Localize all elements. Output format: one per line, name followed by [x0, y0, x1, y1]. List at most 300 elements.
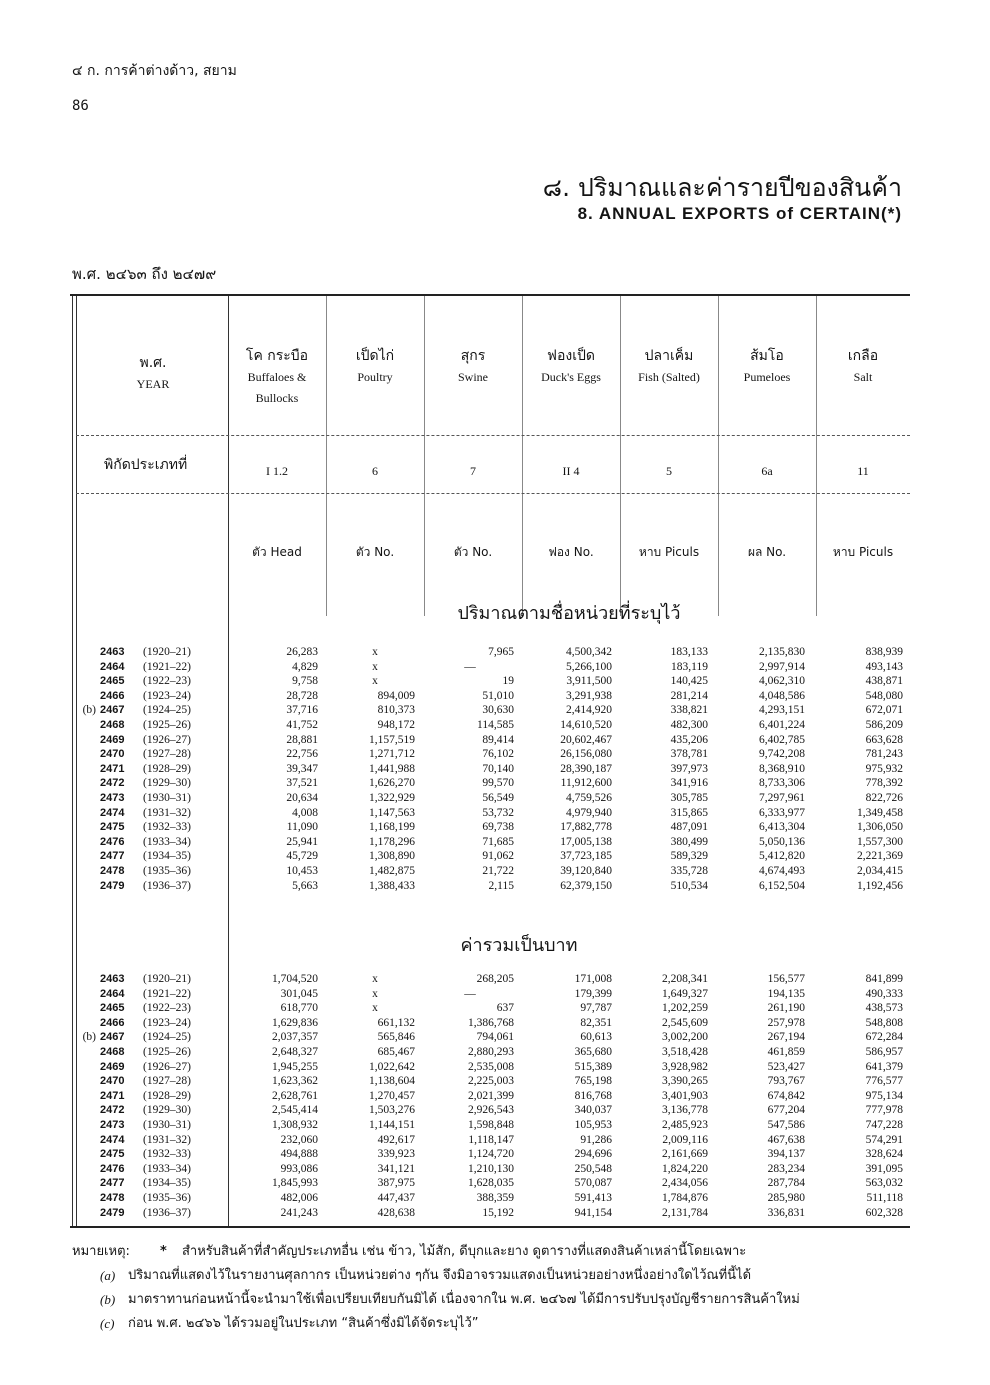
table-cell: 993,086	[280, 1162, 318, 1175]
table-cell: 685,467	[377, 1045, 415, 1058]
table-cell: 2,880,293	[468, 1045, 514, 1058]
table-row	[0, 762, 990, 777]
year-be: 2468	[100, 1045, 125, 1058]
table-row	[0, 820, 990, 835]
class-label: พิกัดประเภทที่	[104, 457, 188, 473]
table-cell: 781,243	[865, 748, 903, 761]
table-cell: 171,008	[574, 973, 612, 985]
year-be: 2463	[100, 646, 125, 658]
year-be: 2472	[100, 777, 125, 790]
table-cell: 4,674,493	[759, 864, 805, 877]
table-cell: 2,161,669	[662, 1148, 708, 1161]
table-cell: 1,623,362	[272, 1075, 318, 1088]
year-be: 2476	[100, 835, 125, 848]
table-row	[0, 1001, 990, 1016]
year-be: 2471	[100, 1089, 125, 1102]
table-cell: 1,322,929	[369, 791, 415, 804]
table-cell: 586,209	[865, 718, 903, 731]
class-code: 5	[666, 464, 672, 478]
table-cell: 467,638	[767, 1133, 805, 1146]
table-cell: 1,270,457	[369, 1089, 415, 1102]
star-note-text: สำหรับสินค้าที่สำคัญประเภทอื่น เช่น ข้าว, ไม้สัก, ดีบุกและยาง ดูตารางที่แสดงสินค้าเหล่านี้โดยเฉพาะ	[182, 1244, 747, 1259]
table-cell: 1,482,875	[369, 864, 415, 877]
column-header-english: Poultry	[357, 370, 393, 384]
column-header-ducks-eggs	[522, 345, 620, 388]
table-cell: 674,842	[767, 1089, 805, 1102]
table-cell: 4,979,940	[566, 806, 612, 819]
table-cell: 28,881	[286, 733, 318, 746]
star-mark: *	[160, 1244, 167, 1259]
year-ce: (1931–32)	[143, 806, 191, 819]
year-ce: (1935–36)	[143, 864, 191, 877]
table-cell: 232,060	[280, 1133, 318, 1146]
table-row	[0, 987, 990, 1002]
table-row	[0, 1191, 990, 1206]
table-cell: 2,115	[488, 879, 514, 892]
column-header-thai: ส้มโอ	[750, 348, 784, 364]
year-ce: (1929–30)	[143, 777, 191, 790]
column-header-thai: สุกร	[460, 348, 486, 364]
table-cell: 268,205	[476, 973, 514, 985]
table-cell: 1,503,276	[369, 1104, 415, 1117]
quantity-rows	[0, 645, 990, 893]
column-header-english: Duck's Eggs	[541, 370, 601, 384]
column-divider	[326, 296, 327, 616]
column-header-buffaloes	[228, 345, 326, 409]
table-cell: 1,386,768	[468, 1016, 514, 1029]
table-row	[0, 645, 990, 660]
table-cell: 9,742,208	[759, 748, 805, 761]
year-be: 2466	[100, 689, 125, 702]
table-cell: 1,824,220	[662, 1162, 708, 1175]
year-ce: (1921–22)	[143, 987, 191, 1000]
table-cell: 563,032	[865, 1177, 903, 1190]
table-cell: 301,045	[280, 987, 318, 1000]
table-cell: 4,048,586	[759, 689, 805, 702]
year-be: 2477	[100, 850, 125, 863]
table-cell: 338,821	[670, 704, 708, 717]
table-row	[0, 776, 990, 791]
table-cell: 194,135	[767, 987, 805, 1000]
column-header-thai: โค กระบือ	[245, 348, 309, 364]
table-cell: 586,957	[865, 1045, 903, 1058]
table-cell: 281,214	[670, 689, 708, 702]
table-cell: 1,306,050	[857, 821, 903, 834]
table-cell: 641,379	[865, 1060, 903, 1073]
table-cell: 618,770	[280, 1002, 318, 1015]
table-cell: 747,228	[865, 1118, 903, 1131]
unit-label: ตัว No.	[355, 545, 395, 559]
table-cell: 3,518,428	[662, 1045, 708, 1058]
table-cell: 1,124,720	[468, 1148, 514, 1161]
table-row	[0, 972, 990, 987]
section-title-quantity: ปริมาณตามชื่อหน่วยที่ระบุไว้	[457, 603, 681, 624]
table-cell: 3,002,200	[662, 1031, 708, 1044]
table-cell: —	[464, 660, 476, 673]
year-ce: (1930–31)	[143, 791, 191, 804]
header-separator	[76, 493, 910, 494]
note-mark: (a)	[100, 1268, 116, 1283]
table-cell: 2,535,008	[468, 1060, 514, 1073]
table-cell: 1,441,988	[369, 762, 415, 775]
column-header-english-line2: Bullocks	[255, 391, 299, 405]
table-row	[0, 1133, 990, 1148]
table-cell: 4,829	[292, 660, 318, 673]
table-cell: 637	[496, 1002, 514, 1015]
table-cell: 37,521	[286, 777, 318, 790]
table-cell: 156,577	[767, 973, 805, 985]
note-text: มาตราทานก่อนหน้านี้จะนำมาใช้เพื่อเปรียบเทียบกันมิได้ เนื่องจากใน พ.ศ. ๒๔๖๗ ได้มีการปรับปรุงบัญชีรายการสินค้าใหม่	[128, 1292, 800, 1307]
unit-label: ฟอง No.	[548, 545, 594, 559]
table-row	[0, 733, 990, 748]
table-cell: 305,785	[670, 791, 708, 804]
table-cell: 672,071	[865, 704, 903, 717]
table-cell: 461,859	[767, 1045, 805, 1058]
table-cell: 1,210,130	[468, 1162, 514, 1175]
table-cell: 1,388,433	[369, 879, 415, 892]
table-cell: 378,781	[670, 748, 708, 761]
year-ce: (1928–29)	[143, 762, 191, 775]
class-code: 7	[470, 464, 476, 478]
unit-label: ตัว No.	[453, 545, 493, 559]
class-code: I 1.2	[266, 464, 288, 478]
table-cell: 25,941	[286, 835, 318, 848]
year-be: 2463	[100, 973, 125, 985]
table-cell: 30,630	[482, 704, 514, 717]
table-cell: 1,022,642	[369, 1060, 415, 1073]
table-cell: 105,953	[574, 1118, 612, 1131]
year-be: 2467	[100, 704, 125, 717]
column-header-thai: ฟองเป็ด	[547, 348, 595, 364]
table-cell: 41,752	[286, 718, 318, 731]
section-title-value: ค่ารวมเป็นบาท	[460, 935, 578, 956]
table-cell: 11,090	[286, 821, 318, 834]
table-cell: 574,291	[865, 1133, 903, 1146]
table-cell: 5,663	[292, 879, 318, 892]
table-cell: 2,628,761	[272, 1089, 318, 1102]
table-cell: 10,453	[286, 864, 318, 877]
note-a	[72, 1264, 912, 1288]
title-thai: ๘. ปริมาณและค่ารายปีของสินค้า	[542, 173, 902, 202]
table-cell: 3,928,982	[662, 1060, 708, 1073]
table-cell: 975,134	[865, 1089, 903, 1102]
year-ce: (1920–21)	[143, 646, 191, 658]
table-cell: 5,266,100	[566, 660, 612, 673]
year-ce: (1921–22)	[143, 660, 191, 673]
unit-label: หาบ Piculs	[832, 545, 894, 559]
column-header-english: Salt	[853, 370, 873, 384]
table-cell: 1,308,890	[369, 850, 415, 863]
year-ce: (1928–29)	[143, 1089, 191, 1102]
table-cell: 816,768	[574, 1089, 612, 1102]
table-row	[0, 660, 990, 675]
table-row	[0, 718, 990, 733]
table-row	[0, 1030, 990, 1045]
table-cell: 69,738	[482, 821, 514, 834]
table-cell: 1,192,456	[857, 879, 903, 892]
table-row	[0, 1176, 990, 1191]
year-ce: (1927–28)	[143, 748, 191, 761]
year-ce: (1920–21)	[143, 973, 191, 985]
table-cell: 56,549	[482, 791, 514, 804]
table-cell: 140,425	[670, 675, 708, 688]
table-cell: 1,118,147	[468, 1133, 514, 1146]
table-cell: 2,135,830	[759, 646, 805, 658]
table-cell: 21,722	[482, 864, 514, 877]
table-cell: 663,628	[865, 733, 903, 746]
table-cell: 2,926,543	[468, 1104, 514, 1117]
year-be: 2470	[100, 748, 125, 761]
table-cell: x	[372, 660, 378, 673]
table-cell: 2,021,399	[468, 1089, 514, 1102]
table-cell: 71,685	[482, 835, 514, 848]
table-cell: 3,911,500	[566, 675, 612, 688]
year-ce: (1922–23)	[143, 675, 191, 688]
table-cell: 6,413,304	[759, 821, 805, 834]
table-cell: 2,009,116	[662, 1133, 708, 1146]
table-cell: 82,351	[580, 1016, 612, 1029]
table-cell: 336,831	[767, 1206, 805, 1219]
table-cell: 114,585	[477, 718, 514, 731]
note-mark: (c)	[100, 1316, 115, 1331]
table-cell: 1,308,932	[272, 1118, 318, 1131]
year-be: 2469	[100, 733, 125, 746]
table-cell: 22,756	[286, 748, 318, 761]
table-cell: 487,091	[670, 821, 708, 834]
table-cell: 2,131,784	[662, 1206, 708, 1219]
table-cell: 975,932	[865, 762, 903, 775]
unit-label: ตัว Head	[252, 545, 302, 559]
table-row	[0, 791, 990, 806]
year-ce: (1923–24)	[143, 1016, 191, 1029]
title-english: 8. ANNUAL EXPORTS of CERTAIN(*)	[577, 204, 902, 223]
table-cell: 4,293,151	[759, 704, 805, 717]
table-row	[0, 1206, 990, 1221]
table-cell: 5,412,820	[759, 850, 805, 863]
year-header-english: YEAR	[136, 377, 170, 391]
table-cell: 257,978	[767, 1016, 805, 1029]
year-ce: (1934–35)	[143, 1177, 191, 1190]
year-be: 2468	[100, 718, 125, 731]
column-header-pumeloes	[718, 345, 816, 388]
table-cell: 14,610,520	[560, 718, 612, 731]
year-ce: (1933–34)	[143, 835, 191, 848]
year-be: 2465	[100, 675, 125, 688]
table-cell: 2,485,923	[662, 1118, 708, 1131]
year-ce: (1931–32)	[143, 1133, 191, 1146]
table-cell: 341,121	[377, 1162, 415, 1175]
table-cell: 62,379,150	[560, 879, 612, 892]
table-cell: 1,704,520	[272, 973, 318, 985]
year-be: 2475	[100, 821, 125, 834]
table-cell: 565,846	[377, 1031, 415, 1044]
running-title: ๔ ก. การค้าต่างด้าว, สยาม	[72, 63, 237, 79]
table-cell: 11,912,600	[560, 777, 612, 790]
table-row	[0, 1074, 990, 1089]
year-ce: (1924–25)	[143, 1031, 191, 1044]
table-cell: 1,845,993	[272, 1177, 318, 1190]
table-cell: 388,359	[476, 1191, 514, 1204]
column-header-poultry	[326, 345, 424, 388]
table-cell: 17,882,778	[560, 821, 612, 834]
table-cell: 183,133	[670, 646, 708, 658]
table-cell: 1,945,255	[272, 1060, 318, 1073]
column-header-swine	[424, 345, 522, 388]
year-ce: (1922–23)	[143, 1002, 191, 1015]
table-cell: x	[372, 1002, 378, 1015]
table-cell: 340,037	[574, 1104, 612, 1117]
table-cell: 241,243	[280, 1206, 318, 1219]
table-cell: 2,997,914	[759, 660, 805, 673]
table-cell: 948,172	[377, 718, 415, 731]
class-code: 11	[857, 464, 869, 478]
table-cell: 8,368,910	[759, 762, 805, 775]
year-be: 2473	[100, 791, 125, 804]
year-ce: (1930–31)	[143, 1118, 191, 1131]
table-cell: 1,138,604	[369, 1075, 415, 1088]
table-row	[0, 703, 990, 718]
table-cell: 99,570	[482, 777, 514, 790]
table-cell: 548,080	[865, 689, 903, 702]
table-cell: 267,194	[767, 1031, 805, 1044]
table-cell: 2,208,341	[662, 973, 708, 985]
table-cell: 838,939	[865, 646, 903, 658]
table-cell: 2,221,369	[857, 850, 903, 863]
class-code: 6	[372, 464, 378, 478]
year-ce: (1923–24)	[143, 689, 191, 702]
table-cell: 2,037,357	[272, 1031, 318, 1044]
table-cell: 1,147,563	[369, 806, 415, 819]
page-number: 86	[72, 98, 89, 114]
table-row	[0, 1089, 990, 1104]
table-cell: 672,284	[865, 1031, 903, 1044]
table-cell: 4,759,526	[566, 791, 612, 804]
table-cell: 7,965	[488, 646, 514, 658]
table-cell: 1,557,300	[857, 835, 903, 848]
table-cell: 661,132	[377, 1016, 415, 1029]
table-cell: 1,168,199	[369, 821, 415, 834]
year-header-thai: พ.ศ.	[139, 355, 167, 371]
period-label: พ.ศ. ๒๔๖๓ ถึง ๒๔๗๙	[72, 265, 217, 283]
table-cell: 335,728	[670, 864, 708, 877]
column-header-english: Fish (Salted)	[638, 370, 700, 384]
table-cell: 4,008	[292, 806, 318, 819]
table-cell: 283,234	[767, 1162, 805, 1175]
table-cell: 250,548	[574, 1162, 612, 1175]
table-row	[0, 674, 990, 689]
note-mark: (b)	[100, 1292, 116, 1307]
year-header	[80, 352, 226, 395]
table-row	[0, 1016, 990, 1031]
table-row	[0, 835, 990, 850]
note-text: ก่อน พ.ศ. ๒๔๖๖ ได้รวมอยู่ในประเภท “สินค้าซึ่งมิได้จัดระบุไว้”	[128, 1316, 479, 1331]
table-top-rule	[70, 294, 910, 296]
table-bottom-rule	[70, 1226, 910, 1228]
table-cell: 2,545,609	[662, 1016, 708, 1029]
table-cell: 6,333,977	[759, 806, 805, 819]
table-cell: 1,628,035	[468, 1177, 514, 1190]
table-cell: 20,602,467	[560, 733, 612, 746]
year-ce: (1934–35)	[143, 850, 191, 863]
table-cell: 2,225,003	[468, 1075, 514, 1088]
table-cell: 5,050,136	[759, 835, 805, 848]
table-cell: 492,617	[377, 1133, 415, 1146]
table-cell: 778,392	[865, 777, 903, 790]
year-be: 2478	[100, 1191, 125, 1204]
column-header-english: Swine	[458, 370, 488, 384]
row-footnote-mark: (b)	[82, 1031, 96, 1044]
year-ce: (1935–36)	[143, 1191, 191, 1204]
table-cell: 341,916	[670, 777, 708, 790]
table-cell: 37,716	[286, 704, 318, 717]
table-cell: 1,349,458	[857, 806, 903, 819]
table-cell: 570,087	[574, 1177, 612, 1190]
table-cell: 602,328	[865, 1206, 903, 1219]
year-be: 2471	[100, 762, 125, 775]
table-row	[0, 1147, 990, 1162]
table-cell: 339,923	[377, 1148, 415, 1161]
row-footnote-mark: (b)	[82, 704, 96, 717]
table-cell: 17,005,138	[560, 835, 612, 848]
year-be: 2464	[100, 660, 125, 673]
year-ce: (1929–30)	[143, 1104, 191, 1117]
value-rows	[0, 972, 990, 1220]
table-cell: 1,271,712	[369, 748, 415, 761]
year-be: 2466	[100, 1016, 125, 1029]
year-be: 2469	[100, 1060, 125, 1073]
table-cell: 3,401,903	[662, 1089, 708, 1102]
table-cell: 60,613	[580, 1031, 612, 1044]
table-cell: 4,062,310	[759, 675, 805, 688]
table-cell: 3,136,778	[662, 1104, 708, 1117]
table-cell: 494,888	[280, 1148, 318, 1161]
table-cell: 547,586	[767, 1118, 805, 1131]
table-cell: 37,723,185	[560, 850, 612, 863]
table-cell: 315,865	[670, 806, 708, 819]
year-ce: (1936–37)	[143, 879, 191, 892]
table-cell: 285,980	[767, 1191, 805, 1204]
column-header-thai: เกลือ	[847, 348, 879, 364]
table-row	[0, 1162, 990, 1177]
table-cell: 1,649,327	[662, 987, 708, 1000]
column-header-english: Buffaloes &	[247, 370, 307, 384]
table-cell: 822,726	[865, 791, 903, 804]
table-cell: 6,402,785	[759, 733, 805, 746]
table-cell: 510,534	[670, 879, 708, 892]
table-cell: 2,034,415	[857, 864, 903, 877]
table-cell: 438,573	[865, 1002, 903, 1015]
table-cell: 794,061	[476, 1031, 514, 1044]
year-be: 2474	[100, 1133, 125, 1146]
column-header-fish	[620, 345, 718, 388]
table-cell: 97,787	[580, 1002, 612, 1015]
class-code: II 4	[562, 464, 580, 478]
table-cell: 51,010	[482, 689, 514, 702]
table-cell: 1,629,836	[272, 1016, 318, 1029]
column-divider	[718, 296, 719, 616]
table-cell: 15,192	[482, 1206, 514, 1219]
column-divider	[522, 296, 523, 616]
table-row	[0, 1118, 990, 1133]
table-row	[0, 1045, 990, 1060]
note-star	[72, 1240, 912, 1264]
table-cell: 493,143	[865, 660, 903, 673]
table-cell: x	[372, 987, 378, 1000]
table-cell: 76,102	[482, 748, 514, 761]
table-cell: x	[372, 973, 378, 985]
table-cell: 1,626,270	[369, 777, 415, 790]
table-cell: 435,206	[670, 733, 708, 746]
